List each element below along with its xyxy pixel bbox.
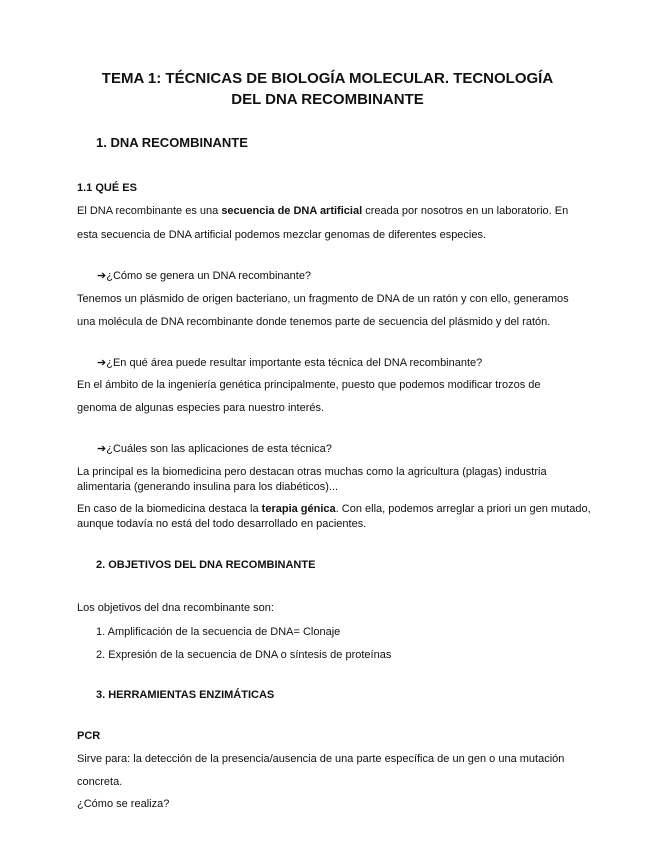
section2-intro: Los objetivos del dna recombinante son: (77, 602, 274, 614)
answer-1-line2: una molécula de DNA recombinante donde tenemos parte de secuencia del plásmido y del ratón. (77, 316, 551, 328)
answer-3-line2: alimentaria (generando insulina para los diabéticos)... (77, 481, 339, 493)
text-span: En caso de la biomedicina destaca la (77, 503, 262, 515)
list-item: 2. Expresión de la secuencia de DNA o síntesis de proteínas (96, 649, 392, 661)
arrow-icon: ➔ (97, 443, 107, 455)
question-text: ¿Cómo se genera un DNA recombinante? (106, 270, 312, 282)
text-span: creada por nosotros en un laboratorio. En (362, 205, 569, 217)
pcr-heading: PCR (77, 730, 101, 742)
paragraph-definition-line1 (77, 205, 568, 217)
answer-4-line2: aunque todavía no está del todo desarrollado en pacientes. (77, 518, 367, 530)
list-item: 1. Amplificación de la secuencia de DNA= Clonaje (96, 626, 341, 638)
subsection-heading: 1.1 QUÉ ES (77, 182, 137, 194)
question-text: ¿En qué área puede resultar importante esta técnica del DNA recombinante? (106, 357, 483, 369)
question-1 (97, 269, 311, 282)
arrow-icon: ➔ (97, 270, 107, 282)
section1-heading: 1. DNA RECOMBINANTE (96, 135, 248, 150)
pcr-paragraph-line1: Sirve para: la detección de la presencia/ausencia de una parte específica de un gen o una mutación (77, 753, 565, 765)
bold-term: terapia génica (261, 503, 336, 515)
answer-2-line2: genoma de algunas especies para nuestro interés. (77, 402, 325, 414)
question-2 (97, 356, 482, 369)
question-text: ¿Cuáles son las aplicaciones de esta técnica? (106, 443, 332, 455)
answer-1-line1: Tenemos un plásmido de origen bacteriano, un fragmento de DNA de un ratón y con ello, generamos (77, 293, 569, 305)
bold-term: secuencia de DNA artificial (221, 205, 363, 217)
document-title-line2: DEL DNA RECOMBINANTE (231, 91, 424, 108)
arrow-icon: ➔ (97, 357, 107, 369)
text-span: . Con ella, podemos arreglar a priori un gen mutado, (335, 503, 591, 515)
pcr-question: ¿Cómo se realiza? (77, 798, 170, 810)
section3-heading: 3. HERRAMIENTAS ENZIMÁTICAS (96, 689, 275, 701)
answer-4-line1 (77, 503, 591, 515)
section2-heading: 2. OBJETIVOS DEL DNA RECOMBINANTE (96, 559, 316, 571)
pcr-paragraph-line2: concreta. (77, 776, 123, 788)
text-span: El DNA recombinante es una (77, 205, 222, 217)
document-title-line1: TEMA 1: TÉCNICAS DE BIOLOGÍA MOLECULAR. TECNOLOGÍA (101, 70, 554, 87)
paragraph-definition-line2: esta secuencia de DNA artificial podemos mezclar genomas de diferentes especies. (77, 229, 487, 241)
answer-2-line1: En el ámbito de la ingeniería genética principalmente, puesto que podemos modificar trozos de (77, 379, 541, 391)
answer-3-line1: La principal es la biomedicina pero destacan otras muchas como la agricultura (plagas) industria (77, 466, 547, 478)
question-3 (97, 442, 332, 455)
